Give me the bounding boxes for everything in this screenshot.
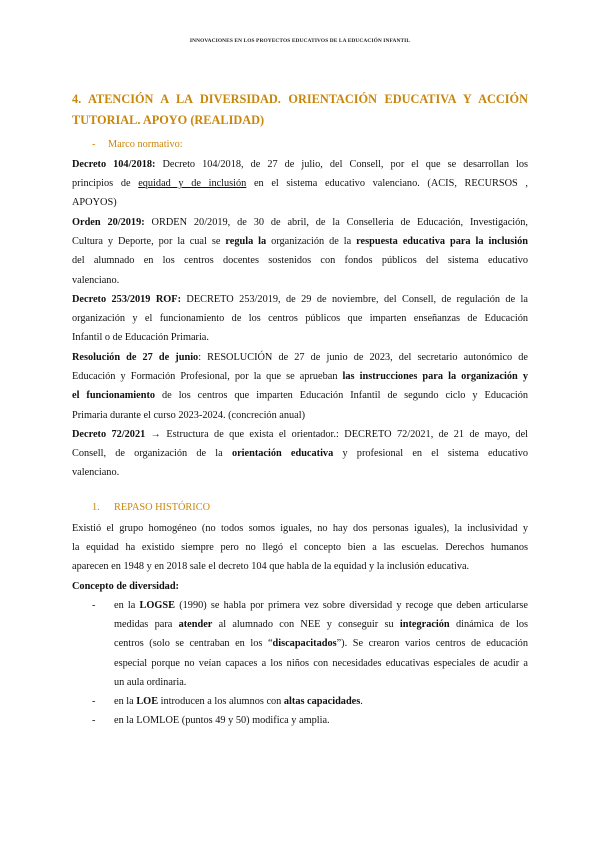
historia-paragraph: Existió el grupo homogéneo (no todos somos iguales, no hay dos personas iguales), la inclusividad y la equidad ha existido siempre pero no llegó el concepto bien a las escuelas. Derechos humanos aparecen en 1948 y en 2018 sale el decreto 104 que habla de la equidad y la inclusión educativa. <box>72 523 528 573</box>
bullet-dash: - <box>92 715 96 726</box>
repaso-historico-label: REPASO HISTÓRICO <box>114 502 211 513</box>
list-item-lomloe: - en la LOMLOE (puntos 49 y 50) modifica y amplia. <box>92 711 528 731</box>
heading-number: 1. <box>92 502 100 513</box>
repaso-historico-heading <box>92 502 210 513</box>
list-item-loe: - en la LOE introducen a los alumnos con altas capacidades. <box>92 692 528 712</box>
decreto-72-title: Decreto 72/2021 <box>72 429 146 440</box>
concepto-diversidad-heading: Concepto de diversidad: <box>72 581 179 592</box>
marco-normativo-heading <box>92 139 183 150</box>
bullet-dash: - <box>92 600 96 611</box>
decreto-72-paragraph: Decreto 72/2021 → Estructura de que exista el orientador.: DECRETO 72/2021, de 21 de mayo, del Consell, de organización de la orientación educativa y profesional en el sistema educativo valenciano. <box>72 429 529 479</box>
decreto-253-paragraph: Decreto 253/2019 ROF: DECRETO 253/2019, de 29 de noviembre, del Consell, de regulación de la organización y el funcionamiento de los centros públicos que imparten enseñanzas de Educación Infantil o de Educación Primaria. <box>72 294 528 344</box>
dash-marker: - <box>92 139 96 150</box>
section-title: 4. ATENCIÓN A LA DIVERSIDAD. ORIENTACIÓN EDUCATIVA Y ACCIÓN TUTORIAL. APOYO (REALIDAD) <box>72 92 528 127</box>
marco-normativo-label: Marco normativo: <box>108 139 183 150</box>
bullet-dash: - <box>92 696 96 707</box>
running-header: INNOVACIONES EN LOS PROYECTOS EDUCATIVOS DE LA EDUCACIÓN INFANTIL <box>189 38 411 44</box>
orden-20-paragraph: Orden 20/2019: ORDEN 20/2019, de 30 de abril, de la Conselleria de Educación, Investigación, Cultura y Deporte, por la cual se regula la organización de la respuesta educativa para la inclusión del alumnado en los centros docentes sostenidos con fondos públicos del sistema educativo valenciano. <box>72 217 529 286</box>
list-item-logse: - en la LOGSE (1990) se habla por primera vez sobre diversidad y recoge que deben articularse medidas para atender al alumnado con NEE y conseguir su integración dinámica de los centros (solo se centraban en los “discapacitados”). Se crearon varios centros de educación especial porque no veían capaces a los niños con necesidades educativas especiales de acudir a un aula ordinaria. <box>92 596 528 692</box>
resolucion-title: Resolución de 27 de junio <box>72 352 199 363</box>
resolucion-paragraph: Resolución de 27 de junio: RESOLUCIÓN de 27 de junio de 2023, del secretario autonómico de Educación y Formación Profesional, por la que se aprueban las instrucciones para la organización y el funcionamiento de los centros que imparten Educación Infantil de segundo ciclo y Educación Primaria durante el curso 2023-2024. (concreción anual) <box>72 352 528 421</box>
decreto-253-title: Decreto 253/2019 ROF: <box>72 294 181 305</box>
decreto-104-paragraph: Decreto 104/2018: Decreto 104/2018, de 27 de julio, del Consell, por el que se desarrollan los principios de equidad y de inclusión en el sistema educativo valenciano. (ACIS, RECURSOS , APOYOS) <box>72 159 529 209</box>
orden-20-title: Orden 20/2019: <box>72 217 145 228</box>
equidad-inclusion-link-text: equidad y de inclusión <box>138 178 247 190</box>
decreto-104-title: Decreto 104/2018: <box>72 159 156 170</box>
